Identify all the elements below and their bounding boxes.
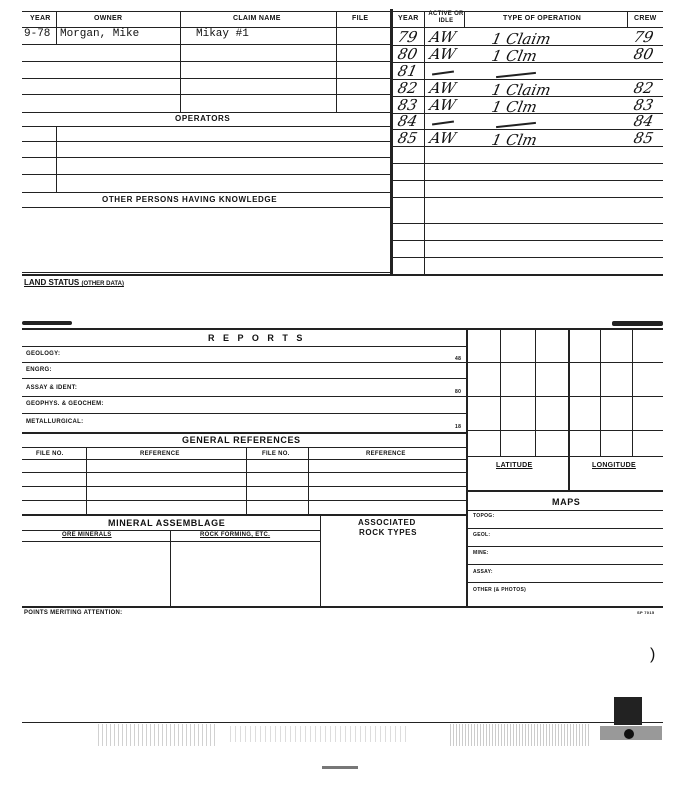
rule [464,11,465,27]
rock-forming-label: ROCK FORMING, ETC. [200,532,271,538]
margin-mark: ) [650,646,656,663]
rule [22,541,320,542]
map-topog-label: TOPOG: [473,513,495,519]
activity-crew: 80 [632,45,656,63]
smudge [450,724,590,746]
rule [468,362,663,363]
rule [22,459,466,460]
activity-year: 81 [396,62,420,80]
rule [600,328,601,456]
rock-types-label: ROCK TYPES [359,528,418,537]
associated-label: ASSOCIATED [358,518,416,527]
rule [22,722,663,723]
engrg-label: ENGRG: [26,367,52,373]
file-header: FILE [352,15,369,22]
activity-crew: 82 [632,79,656,97]
activity-operation: 1 Clm [490,98,539,116]
owner-header: OWNER [94,15,123,22]
rule [393,223,663,224]
rule [22,11,390,12]
rule [468,546,663,547]
claim-name: Mikay #1 [196,28,249,40]
maps-title: MAPS [552,497,581,507]
geology-label: GEOLOGY: [26,351,61,357]
scan-block [614,697,642,725]
rule [56,27,57,45]
activity-crew: 79 [632,28,656,46]
smudge [322,766,358,769]
activity-active: AW [428,79,458,97]
rule [500,328,501,456]
rule [22,94,390,95]
rule [612,321,663,326]
map-assay-label: ASSAY: [473,569,493,575]
rule [22,362,466,363]
rule [393,163,663,164]
margin-code: 18 [455,424,462,430]
rule [308,447,309,514]
rule [56,126,57,192]
rule [56,11,57,27]
table-divider [390,9,393,274]
rule [22,346,466,347]
map-geol-label: GEOL: [473,532,491,538]
ditto-mark [432,120,454,125]
type-of-operation-header: TYPE OF OPERATION [503,15,582,22]
land-status [24,278,124,287]
rule [22,321,72,325]
other-persons-label: OTHER PERSONS HAVING KNOWLEDGE [102,195,278,204]
rule [22,207,390,208]
rule [535,328,536,456]
rule [627,11,628,27]
rule [468,528,663,529]
rule [22,396,466,397]
rule [468,490,663,492]
activity-operation: 1 Clm [490,131,539,149]
rule [568,328,570,490]
activity-active: AW [428,96,458,114]
latitude-label: LATITUDE [496,462,533,469]
reference-header: REFERENCE [366,451,406,457]
year-header: YEAR [30,15,51,22]
map-other-label: OTHER (& PHOTOS) [473,587,527,593]
rule [22,78,390,79]
points-meriting-label: POINTS MERITING ATTENTION: [24,610,123,616]
ditto-mark [432,70,454,75]
mineral-assemblage-title: MINERAL ASSEMBLAGE [108,518,226,528]
rule [393,257,663,258]
rule [468,564,663,565]
rule [22,413,466,414]
rule [22,157,390,158]
claim-year: 9-78 [24,28,51,40]
file-no-header: FILE NO. [262,451,290,457]
scan-dot [624,729,634,739]
rule [22,378,466,379]
rule [86,447,87,514]
margin-code: 80 [455,389,462,395]
rule [320,514,321,606]
rule [22,514,466,516]
general-references-title: GENERAL REFERENCES [182,435,301,445]
geophys-label: GEOPHYS. & GEOCHEM: [26,401,104,407]
rule [393,197,663,198]
activity-operation: 1 Claim [490,81,553,99]
activity-year: 82 [396,79,420,97]
claim-owner: Morgan, Mike [60,28,140,40]
land-status-label: LAND STATUS [24,278,80,287]
claim-name-header: CLAIM NAME [233,15,281,22]
smudge [230,726,410,742]
activity-active: AW [428,45,458,63]
activity-year-header: YEAR [398,15,419,22]
rule [246,447,247,514]
activity-crew: 85 [632,129,656,147]
activity-year: 84 [396,112,420,130]
ditto-mark [496,122,536,128]
reference-header: REFERENCE [140,451,180,457]
rule [22,44,390,45]
rule [393,240,663,241]
rule [22,486,466,487]
rule [468,510,663,511]
longitude-label: LONGITUDE [592,462,636,469]
rule [468,430,663,431]
rule [22,530,320,531]
activity-year: 85 [396,129,420,147]
activity-operation: 1 Clm [490,47,539,65]
rule [424,11,425,274]
rule [22,141,390,142]
rule [22,274,663,276]
smudge [98,724,218,746]
land-status-sublabel: (OTHER DATA) [81,281,124,287]
ditto-mark [496,72,536,78]
activity-crew: 83 [632,96,656,114]
margin-code: 48 [455,356,462,362]
operators-label: OPERATORS [175,114,231,123]
rule [22,174,390,175]
rule [170,530,171,606]
rule [22,447,466,448]
crew-header: CREW [634,15,657,22]
rule [336,11,337,27]
activity-year: 79 [396,28,420,46]
rule [22,432,466,434]
rule [632,328,633,456]
reports-title: R E P O R T S [208,333,306,343]
rule [393,180,663,181]
rule [22,328,663,330]
rule [22,472,466,473]
activity-active: AW [428,28,458,46]
rule [22,61,390,62]
ore-minerals-label: ORE MINERALS [62,532,112,538]
metallurgical-label: METALLURGICAL: [26,419,84,425]
rule [22,112,390,113]
activity-year: 83 [396,96,420,114]
rule [336,27,337,112]
rule [22,126,390,127]
rule [22,500,466,501]
activity-active: AW [428,129,458,147]
rule [468,582,663,583]
rule [22,192,390,193]
rule [180,27,181,112]
activity-operation: 1 Claim [490,30,553,48]
assay-label: ASSAY & IDENT: [26,385,78,391]
file-no-header: FILE NO. [36,451,64,457]
rule [468,396,663,397]
rule [468,456,663,457]
rule [22,272,390,273]
activity-year: 80 [396,45,420,63]
rule [180,11,181,27]
form-number: SP 7015 [637,610,655,615]
active-idle-header: ACTIVE OR IDLE [428,11,464,24]
rule [22,606,663,608]
map-mine-label: MINE: [473,550,489,556]
activity-crew: 84 [632,112,656,130]
